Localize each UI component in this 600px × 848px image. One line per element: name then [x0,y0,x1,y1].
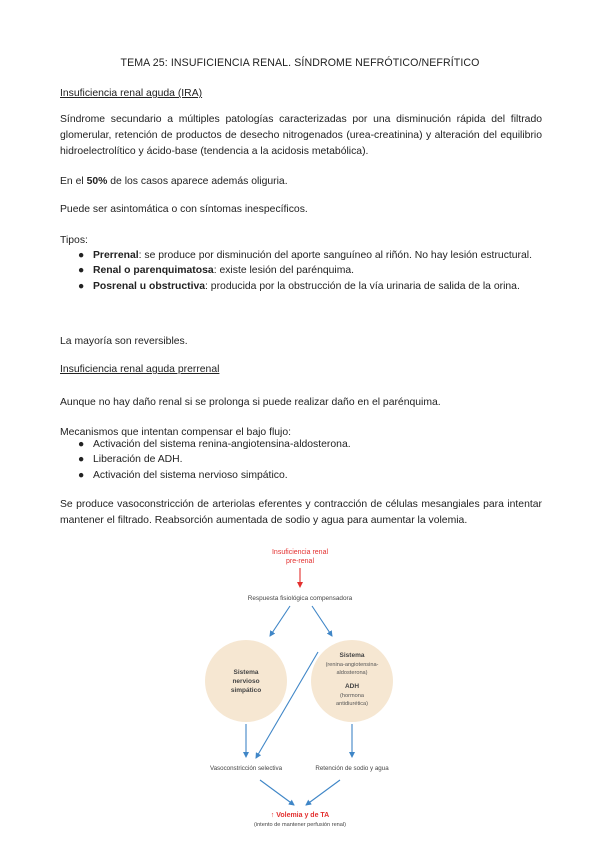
list-item [60,248,542,263]
ira-definition: Síndrome secundario a múltiples patologías caracterizadas por una disminución rápida del filtrado glomerular, retención de productos de desecho nitrogenados (urea-creatinina) y alteración del equilibrio hidroelectrolítico y ácido-base (tendencia a la acidosis metabólica). [60,114,542,157]
diagram-vaso: Vasoconstricción selectiva [209,765,283,772]
mechanisms-list [60,437,542,483]
arrow-to-result-right [306,780,340,805]
right-circle-adh-sub1: (hormona [340,693,364,699]
diagram-top-line1: Insuficiencia renal [271,549,329,556]
right-circle-adh-sub2: antidiurética) [335,701,369,707]
diagram-svg [200,540,420,830]
conclusion-text: Se produce vasoconstricción de arteriolas eferentes y contracción de células mesangiales para intentar mantener el filtrado. Reabsorción aumentada de sodio y agua para aumentar la volemia. [60,499,542,526]
diagram-top-line2: pre-renal [285,558,315,565]
list-item [60,437,542,452]
reversible-text: La mayoría son reversibles. [60,336,188,347]
section-heading-ira: Insuficiencia renal aguda (IRA) [60,88,203,99]
mechanism-text: Activación del sistema renina-angiotensina-aldosterona. [93,439,351,450]
bullet-icon: ● [78,265,85,277]
tipo-term: Posrenal u obstructiva [93,280,206,292]
left-circle-line2: nervioso [232,678,260,685]
bullet-icon: ● [78,280,85,292]
bullet-icon: ● [78,454,85,466]
arrow-to-result-left [260,780,294,805]
compensation-diagram [200,540,420,830]
mechanisms-label: Mecanismos que intentan compensar el bajo flujo: [60,427,292,438]
list-item [60,263,542,278]
right-circle-sub1: (renina-angiotensina- [325,662,379,668]
bullet-icon: ● [78,469,85,481]
right-circle-sub2: aldosterona) [336,670,368,676]
right-circle-adh: ADH [344,683,360,690]
list-item [60,468,542,483]
mechanism-text: Liberación de ADH. [93,454,183,466]
prerrenal-intro: Aunque no hay daño renal si se prolonga si puede realizar daño en el parénquima. [60,397,441,408]
list-item [60,452,542,467]
tipo-term: Renal o parenquimatosa [93,265,214,277]
tipos-label: Tipos: [60,235,88,246]
oliguria-percent: 50% [86,176,108,187]
right-circle-title: Sistema [339,652,365,659]
diagram-retention: Retención de sodio y agua [315,765,389,772]
diagram-result-line2: (intento de mantener perfusión renal) [253,822,347,828]
arrow-to-left-circle [270,606,290,636]
mechanism-text: Activación del sistema nervioso simpático. [93,469,288,481]
arrow-to-right-circle [312,606,332,636]
section-heading-prerrenal: Insuficiencia renal aguda prerrenal [60,364,220,375]
bullet-icon: ● [78,439,85,450]
asymptomatic-text: Puede ser asintomática o con síntomas inespecíficos. [60,204,308,215]
tipo-text: : existe lesión del parénquima. [213,265,355,277]
oliguria-text [60,174,542,190]
tipo-text: : producida por la obstrucción de la vía urinaria de salida de la orina. [205,280,520,292]
diagram-response: Respuesta fisiológica compensadora [247,595,353,602]
list-item [60,279,542,294]
left-circle-line3: simpático [230,687,262,694]
oliguria-pre: En el [60,176,87,187]
diagram-result-line1: ↑ Volemia y de TA [270,812,330,819]
tipo-text: : se produce por disminución del aporte sanguíneo al riñón. No hay lesión estructural. [138,250,532,261]
page-title: TEMA 25: INSUFICIENCIA RENAL. SÍNDROME NEFRÓTICO/NEFRÍTICO [120,57,480,69]
bullet-icon: ● [78,250,85,261]
left-circle-line1: Sistema [233,669,259,676]
oliguria-post: de los casos aparece además oliguria. [107,176,288,187]
tipo-term: Prerrenal [93,250,139,261]
tipos-list [60,248,542,294]
